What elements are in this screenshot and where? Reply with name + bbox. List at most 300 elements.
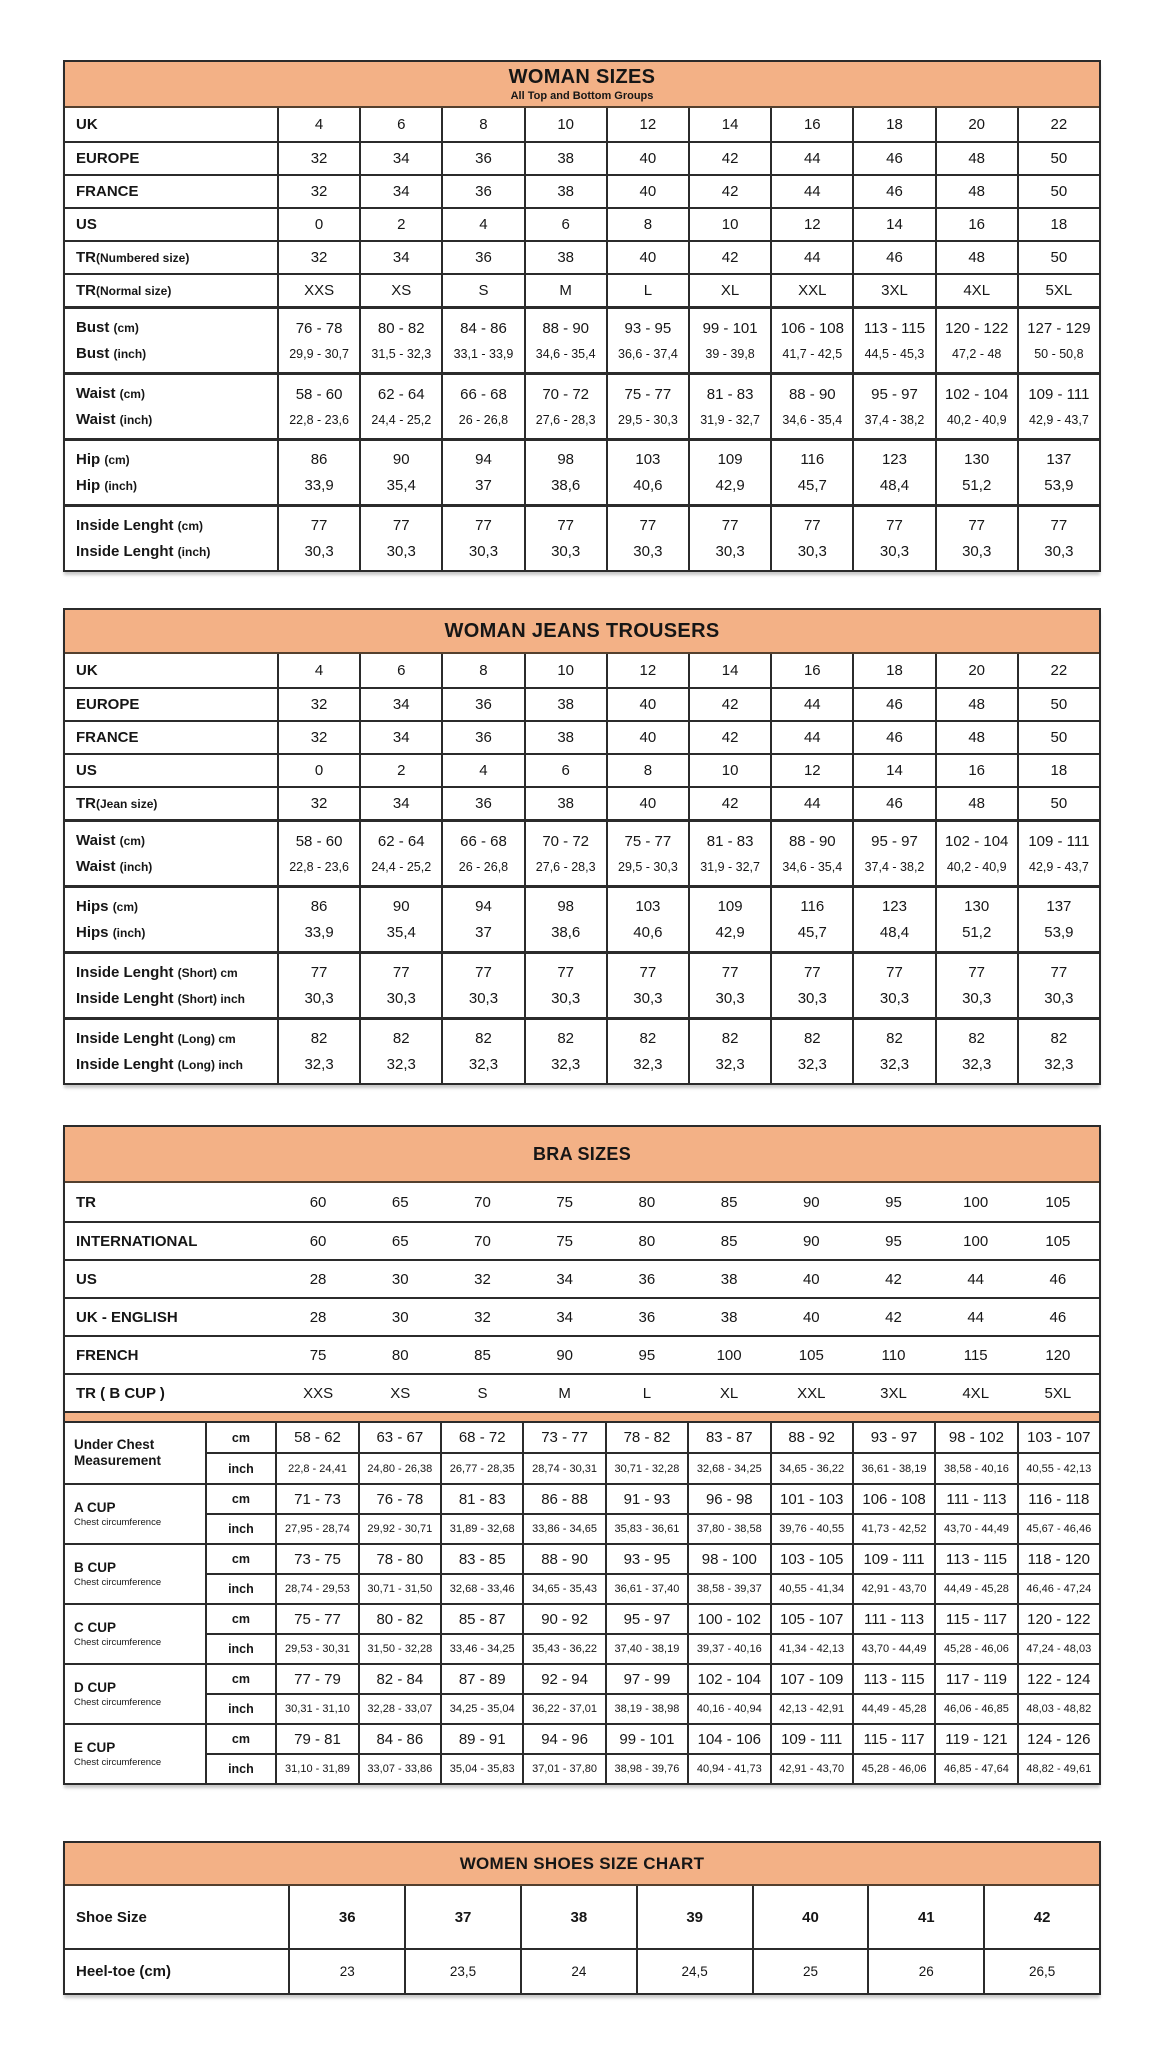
value: 90	[392, 451, 410, 468]
row-label-text: Hips	[76, 924, 109, 941]
value: 30,3	[962, 990, 992, 1007]
row-label-line	[76, 899, 138, 914]
row-label	[65, 1886, 288, 1948]
value-cell	[441, 309, 523, 372]
row-label-note: (inch)	[119, 860, 153, 874]
value-cell: 46	[1049, 1308, 1067, 1326]
value: 45,7	[797, 477, 827, 494]
value-cell: 35,83 - 36,61	[605, 1515, 687, 1543]
value-cell: 32,68 - 33,46	[440, 1575, 522, 1603]
value-cell: 3XL	[852, 275, 934, 306]
bra-cup-group	[65, 1663, 1099, 1723]
value-cell: 23,5	[404, 1950, 520, 1993]
value-cell: 85	[720, 1232, 738, 1250]
value-cell: 48	[935, 176, 1017, 207]
value-cell: 30	[391, 1270, 409, 1288]
value-cell: 95	[885, 1232, 902, 1250]
value-cell: 92 - 94	[522, 1665, 604, 1693]
unit-row	[207, 1452, 1099, 1483]
row-label-line	[76, 412, 152, 427]
value-cell	[359, 309, 441, 372]
row-label-line	[76, 544, 210, 559]
value-cell: 38	[524, 722, 606, 753]
cup-sublabel: Chest circumference	[74, 1517, 162, 1529]
bra-size-row	[65, 1373, 1099, 1411]
row-label-text: Hip	[76, 477, 101, 494]
value: 30,3	[633, 990, 663, 1007]
woman-sizes-table	[63, 60, 1101, 572]
value: 58 - 60	[295, 832, 343, 850]
value-cell	[935, 507, 1017, 570]
value: 38,6	[551, 477, 581, 494]
value-cell: 36,22 - 37,01	[522, 1695, 604, 1723]
row-label	[65, 689, 277, 720]
value-cell: 26	[867, 1950, 983, 1993]
table-row	[65, 207, 1099, 240]
value-cell: XL	[688, 275, 770, 306]
row-label-text: EUROPE	[76, 696, 140, 713]
value-cell	[359, 954, 441, 1017]
value-cell: 80	[638, 1193, 656, 1211]
row-label-text: Inside Lenght	[76, 964, 174, 981]
value-cell: 115	[963, 1346, 988, 1364]
value-cell: 38	[720, 1308, 738, 1326]
value: 34,6 - 35,4	[782, 859, 843, 874]
value-cell: 10	[688, 755, 770, 786]
value-cell: 10	[688, 209, 770, 240]
value-cell	[441, 822, 523, 885]
value-cell: 32,28 - 33,07	[358, 1695, 440, 1723]
value: 24,4 - 25,2	[371, 859, 432, 874]
cup-sublabel: Chest circumference	[74, 1757, 162, 1769]
value-cell: XXS	[303, 1384, 334, 1402]
value-cell: 48,82 - 49,61	[1017, 1755, 1099, 1783]
unit-label: cm	[231, 1732, 250, 1746]
value: 30,3	[386, 990, 416, 1007]
value: 106 - 108	[780, 319, 844, 337]
value-cell: 41,34 - 42,13	[770, 1635, 852, 1663]
value-cell: 111 - 113	[852, 1605, 934, 1633]
bra-sizes-header	[65, 1127, 1099, 1183]
value-cell: 36	[638, 1308, 656, 1326]
cup-name: C CUP	[74, 1619, 117, 1635]
value-cell: 83 - 87	[687, 1423, 769, 1452]
value: 37,4 - 38,2	[864, 412, 925, 427]
value: 62 - 64	[377, 385, 425, 403]
value-cell: 39,76 - 40,55	[770, 1515, 852, 1543]
table-row	[65, 174, 1099, 207]
row-label-text: FRANCE	[76, 729, 139, 746]
value: 82	[475, 1030, 492, 1047]
value-cell: 34	[359, 176, 441, 207]
row-label-text: FRANCE	[76, 183, 139, 200]
table-title: BRA SIZES	[532, 1143, 632, 1164]
value-cell: 40	[606, 689, 688, 720]
value-cell: 8	[441, 654, 523, 687]
value: 38,6	[551, 924, 581, 941]
value: 109 - 111	[1028, 385, 1090, 403]
value-cell	[1017, 954, 1099, 1017]
value-cell: 26,77 - 28,35	[440, 1454, 522, 1483]
value-cell: 88 - 92	[770, 1423, 852, 1452]
value-cell: 44	[967, 1270, 985, 1288]
value: 29,9 - 30,7	[289, 346, 349, 361]
bra-size-row	[65, 1297, 1099, 1335]
value-cell: 42	[688, 788, 770, 819]
value-cell: 44	[770, 788, 852, 819]
value-cell: 48	[935, 689, 1017, 720]
value: 99 - 101	[702, 319, 758, 337]
value: 29,5 - 30,3	[618, 859, 678, 874]
value-cell: 32	[277, 143, 359, 174]
value-cell: 85	[474, 1346, 491, 1364]
value-cell: 42	[983, 1886, 1099, 1948]
value: 123	[881, 451, 907, 468]
row-label-text: Inside Lenght	[76, 517, 174, 534]
value-cell: 70	[474, 1193, 491, 1211]
unit-label: inch	[228, 1582, 254, 1596]
value-cell	[852, 507, 934, 570]
row-label	[65, 722, 277, 753]
value-cell	[935, 822, 1017, 885]
value-cell: 32	[277, 788, 359, 819]
value-cell	[770, 888, 852, 951]
value-cell	[1017, 1020, 1099, 1083]
value: 27,6 - 28,3	[535, 859, 596, 874]
value: 80 - 82	[377, 319, 425, 337]
value-cell: 79 - 81	[275, 1725, 357, 1753]
cup-label	[65, 1545, 205, 1603]
value-cell: 90 - 92	[522, 1605, 604, 1633]
value: 32,3	[468, 1056, 499, 1073]
value-cell	[277, 375, 359, 438]
value-cell	[606, 309, 688, 372]
value-cell	[441, 1020, 523, 1083]
value: 82	[886, 1030, 903, 1047]
shoes-size-table	[63, 1841, 1101, 1995]
value: 77	[557, 517, 575, 534]
bra-size-row	[65, 1259, 1099, 1297]
value-cell: 2	[359, 209, 441, 240]
value: 75 - 77	[624, 832, 672, 850]
value-cell: 10	[524, 654, 606, 687]
bra-cup-group	[65, 1543, 1099, 1603]
value-cell: 76 - 78	[358, 1485, 440, 1513]
value-cell: 41,73 - 42,52	[852, 1515, 934, 1543]
row-label-note: (inch)	[113, 347, 147, 361]
value: 44,5 - 45,3	[864, 346, 925, 361]
row-label-text: Hip	[76, 451, 101, 468]
row-label-text: Inside Lenght	[76, 990, 174, 1007]
unit-label: inch	[228, 1522, 254, 1536]
jeans-trousers-header	[65, 610, 1099, 654]
row-label	[65, 242, 277, 273]
value-cell	[688, 309, 770, 372]
row-label-text: Hips	[76, 898, 109, 915]
cup-label	[65, 1605, 205, 1663]
value: 77	[1050, 517, 1068, 534]
value-cell	[770, 954, 852, 1017]
value-cell: 16	[935, 755, 1017, 786]
value-cell: 37,40 - 38,19	[605, 1635, 687, 1663]
value-cell: 32	[277, 722, 359, 753]
value: 84 - 86	[460, 319, 507, 337]
value-cell	[852, 309, 934, 372]
value-cell: 50	[1017, 143, 1099, 174]
value-cell: XXL	[770, 275, 852, 306]
value-cell: M	[524, 275, 606, 306]
value-cell: 38	[524, 176, 606, 207]
value-cell: 34,65 - 36,22	[770, 1454, 852, 1483]
value-cell: 16	[770, 108, 852, 141]
value-cell: 40	[802, 1308, 820, 1326]
row-label	[65, 822, 277, 885]
table-row	[65, 240, 1099, 273]
bra-sizes-table	[63, 1125, 1101, 1785]
value-cell	[359, 1020, 441, 1083]
table-title: WOMEN SHOES SIZE CHART	[459, 1853, 705, 1873]
value-cell: S	[477, 1384, 488, 1402]
value-cell: 0	[277, 755, 359, 786]
value-cell: 87 - 89	[440, 1665, 522, 1693]
value-cell: 103 - 107	[1017, 1423, 1099, 1452]
row-label-note: (Jean size)	[96, 796, 158, 811]
cup-measurements	[205, 1725, 1099, 1783]
value: 77	[803, 964, 821, 981]
value: 33,9	[304, 924, 334, 941]
value: 70 - 72	[542, 832, 590, 850]
value-cell	[935, 888, 1017, 951]
unit-row	[207, 1665, 1099, 1693]
row-label-text: Bust	[76, 345, 110, 362]
value-cell: 46,46 - 47,24	[1017, 1575, 1099, 1603]
row-label	[65, 1261, 277, 1297]
value: 77	[475, 964, 492, 981]
value-cell	[277, 507, 359, 570]
table-group-row	[65, 951, 1099, 1017]
value: 31,5 - 32,3	[371, 346, 432, 361]
value-cell: 32	[474, 1270, 491, 1288]
value-cell: 40	[606, 242, 688, 273]
value: 30,3	[797, 990, 827, 1007]
value: 30,3	[633, 543, 663, 560]
value-cell: 5XL	[1044, 1384, 1072, 1402]
row-label-note: (Long) inch	[177, 1058, 243, 1072]
value-cell: 107 - 109	[770, 1665, 852, 1693]
value-cell: XL	[719, 1384, 739, 1402]
value-cell: 4	[277, 654, 359, 687]
woman-sizes-header	[65, 62, 1099, 108]
value: 113 - 115	[863, 319, 926, 337]
value-cell: 110	[881, 1346, 906, 1364]
value-cell: 65	[391, 1193, 409, 1211]
value-cell: 22,8 - 24,41	[275, 1454, 357, 1483]
value: 22,8 - 23,6	[289, 859, 349, 874]
value-cell	[770, 375, 852, 438]
value-cell	[277, 954, 359, 1017]
row-label-text: Inside Lenght	[76, 1030, 174, 1047]
value: 48,4	[879, 924, 910, 941]
value-cell: 90	[556, 1346, 574, 1364]
value-cell: 45,28 - 46,06	[934, 1635, 1016, 1663]
value-cell	[688, 822, 770, 885]
value-cell: 2	[359, 755, 441, 786]
bra-cup-group	[65, 1483, 1099, 1543]
value-cell: XS	[359, 275, 441, 306]
value-cell: 16	[935, 209, 1017, 240]
unit-row	[207, 1693, 1099, 1723]
value-cell: 30,71 - 31,50	[358, 1575, 440, 1603]
value-cell: 85	[720, 1193, 738, 1211]
value: 48,4	[879, 477, 910, 494]
row-label-text: Heel-toe (cm)	[76, 1963, 172, 1980]
row-label-note: (inch)	[177, 545, 211, 559]
row-label-text: TR ( B CUP )	[76, 1384, 165, 1402]
row-label-note: (inch)	[104, 479, 138, 493]
value: 42,9	[715, 477, 745, 494]
row-label	[65, 1299, 277, 1335]
value: 77	[803, 517, 821, 534]
table-group-row	[65, 885, 1099, 951]
value-cell: 43,70 - 44,49	[934, 1515, 1016, 1543]
value-cell: 124 - 126	[1017, 1725, 1099, 1753]
value-cell	[852, 1020, 934, 1083]
value-cell	[606, 954, 688, 1017]
row-label-note: (Numbered size)	[96, 250, 190, 265]
value-cell: 73 - 77	[522, 1423, 604, 1452]
value-cell: 100	[963, 1193, 989, 1211]
shoes-size-body	[65, 1886, 1099, 1993]
value: 77	[392, 517, 410, 534]
value-cell: 24,5	[636, 1950, 752, 1993]
value: 77	[721, 517, 739, 534]
table-group-row	[65, 438, 1099, 504]
value: 30,3	[304, 990, 334, 1007]
value: 32,3	[715, 1056, 745, 1073]
table-group-row	[65, 1017, 1099, 1083]
row-label-text: US	[76, 216, 97, 233]
table-group-row	[65, 504, 1099, 570]
value-cell: 37,01 - 37,80	[522, 1755, 604, 1783]
value-cell: 100	[963, 1232, 989, 1250]
value-cell: 38,58 - 39,37	[687, 1575, 769, 1603]
value-cell: 34	[359, 143, 441, 174]
row-label	[65, 441, 277, 504]
cup-sublabel: Chest circumference	[74, 1577, 162, 1589]
value-cell: 71 - 73	[275, 1485, 357, 1513]
value-cell: 120	[1045, 1346, 1071, 1364]
value: 116	[800, 898, 825, 915]
row-label-line	[76, 478, 137, 493]
value-cell: 32	[277, 242, 359, 273]
value-cell: 12	[770, 755, 852, 786]
row-label	[65, 1183, 277, 1221]
row-label-line	[76, 991, 245, 1006]
unit-label: cm	[231, 1430, 250, 1445]
value: 137	[1046, 898, 1072, 915]
row-label	[65, 755, 277, 786]
value: 82	[1050, 1030, 1068, 1047]
value-cell: 100	[716, 1346, 742, 1364]
value: 32,3	[386, 1056, 416, 1073]
value: 37	[475, 924, 492, 941]
value-cell: 35,04 - 35,83	[440, 1755, 522, 1783]
value: 33,9	[304, 477, 334, 494]
unit-row	[207, 1423, 1099, 1452]
table-subtitle: All Top and Bottom Groups	[510, 90, 654, 102]
value-cell	[441, 954, 523, 1017]
value-cell: 30,31 - 31,10	[275, 1695, 357, 1723]
value-cell: 34,25 - 35,04	[440, 1695, 522, 1723]
row-label-note: (cm)	[177, 519, 204, 533]
value-cell	[1017, 822, 1099, 885]
bra-size-row	[65, 1183, 1099, 1221]
table-row	[65, 687, 1099, 720]
value: 53,9	[1044, 477, 1074, 494]
value-cell: 32	[474, 1308, 491, 1326]
jeans-trousers-body	[65, 654, 1099, 1083]
value-cell: 97 - 99	[605, 1665, 687, 1693]
row-label	[65, 309, 277, 372]
value: 70 - 72	[542, 385, 590, 403]
value-cell	[770, 309, 852, 372]
table-row	[65, 720, 1099, 753]
row-label	[65, 1950, 288, 1993]
value-cell: 36	[441, 722, 523, 753]
unit-label: inch	[228, 1642, 254, 1656]
value-cell: 90	[802, 1193, 820, 1211]
value-cell: 102 - 104	[687, 1665, 769, 1693]
table-row	[65, 654, 1099, 687]
value-cell: 75	[309, 1346, 327, 1364]
value-cell	[1017, 441, 1099, 504]
row-label-note: (cm)	[113, 321, 139, 335]
value-cell: 99 - 101	[605, 1725, 687, 1753]
value-cell	[524, 1020, 606, 1083]
value-cell: 38	[524, 788, 606, 819]
value-cell: 4	[441, 209, 523, 240]
value-cell	[441, 888, 523, 951]
value: 30,3	[304, 543, 334, 560]
value: 82	[803, 1030, 821, 1047]
row-label-text: FRENCH	[76, 1346, 139, 1364]
row-label-note: (cm)	[104, 453, 130, 467]
row-label	[65, 375, 277, 438]
value: 30,3	[879, 990, 910, 1007]
value-cell: 31,10 - 31,89	[275, 1755, 357, 1783]
value: 30,3	[715, 990, 745, 1007]
value-cell: 23	[288, 1950, 404, 1993]
row-label	[65, 1020, 277, 1083]
value-cell: 36	[441, 788, 523, 819]
row-label-text: US	[76, 762, 97, 779]
value-cell: 80	[638, 1232, 656, 1250]
value-cell: 36	[441, 176, 523, 207]
value-cell: 46	[852, 176, 934, 207]
value-cell: 89 - 91	[440, 1725, 522, 1753]
row-label-line	[76, 518, 203, 533]
row-label-line	[76, 965, 238, 980]
value-cell: 24	[520, 1950, 636, 1993]
value-cell: 117 - 119	[934, 1665, 1016, 1693]
value: 116	[800, 451, 825, 468]
value: 32,3	[797, 1056, 827, 1073]
value: 81 - 83	[706, 832, 754, 850]
value-cell: 34	[359, 722, 441, 753]
value-cell	[359, 888, 441, 951]
table-group-row	[65, 306, 1099, 372]
unit-label: inch	[228, 1461, 254, 1476]
